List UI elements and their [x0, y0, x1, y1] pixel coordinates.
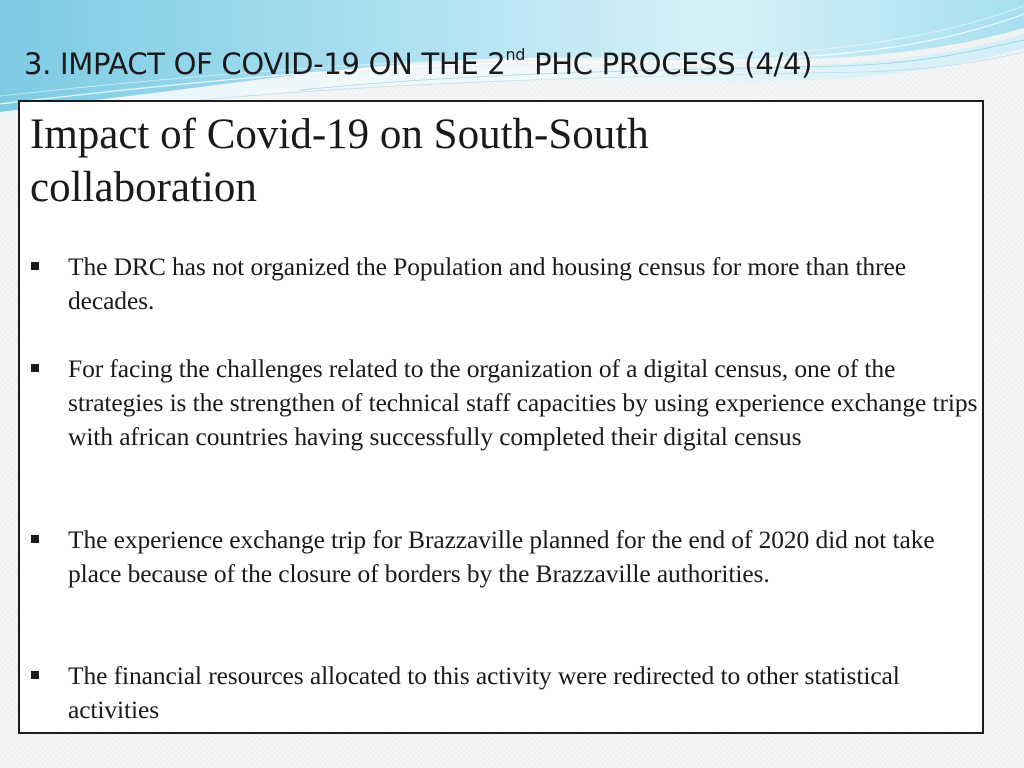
content-box	[18, 100, 984, 734]
square-bullet-icon	[31, 364, 39, 372]
bullet-text: The DRC has not organized the Population and housing census for more than three decades.	[68, 252, 906, 315]
square-bullet-icon	[31, 671, 39, 679]
bullet-text: The financial resources allocated to this activity were redirected to other statistical activities	[68, 661, 900, 724]
slide-title-superscript: nd	[505, 45, 526, 64]
bullet-text: The experience exchange trip for Brazzaville planned for the end of 2020 did not take place because of the closure of borders by the Brazzaville authorities.	[68, 525, 935, 588]
square-bullet-icon	[31, 535, 39, 543]
slide-title-main: 3. IMPACT OF COVID-19 ON THE 2	[24, 47, 506, 81]
square-bullet-icon	[31, 262, 39, 270]
slide-title	[24, 42, 812, 86]
content-heading: Impact of Covid-19 on South-South collaboration	[30, 111, 649, 211]
slide-title-tail: PHC PROCESS (4/4)	[525, 47, 813, 81]
bullet-text: For facing the challenges related to the organization of a digital census, one of the strategies is the strengthen of technical staff capacities by using experience exchange trips with african countries having successfully completed their digital census	[68, 354, 978, 451]
